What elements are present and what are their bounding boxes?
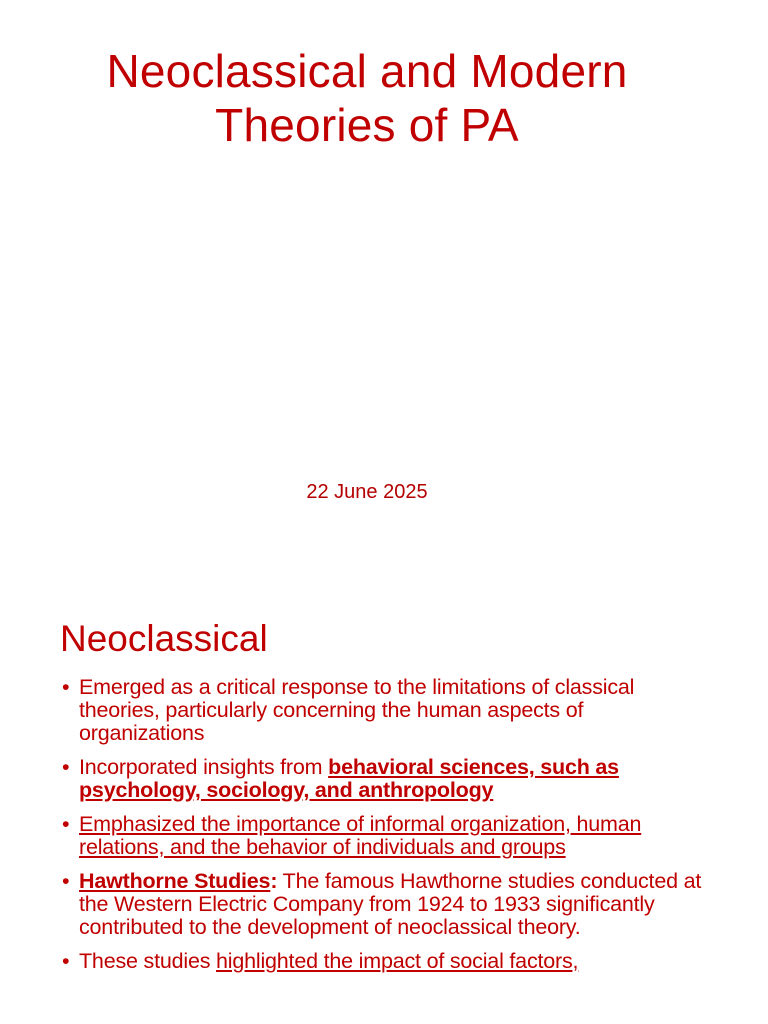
bullet-emphasis: Hawthorne Studies bbox=[79, 869, 271, 893]
bullet-text: The famous Hawthorne studies conducted at the Western Electric Company from 1924 to 1933 significantly contributed to the development of neoclassical theory. bbox=[79, 869, 702, 939]
bullet-item bbox=[62, 813, 712, 859]
section-title: Neoclassical bbox=[60, 618, 268, 659]
bullet-text: Emphasized the importance of informal organization, human relations, and the behavior of individuals and groups bbox=[79, 812, 642, 859]
bullet-list bbox=[62, 676, 712, 984]
bullet-item bbox=[62, 870, 712, 939]
bullet-item bbox=[62, 756, 712, 802]
bullet-text: Emerged as a critical response to the limitations of classical theories, particularly concerning the human aspects of organizations bbox=[79, 675, 635, 745]
bullet-emphasis: highlighted the impact of social factors, bbox=[216, 949, 579, 973]
title-line-2: Theories of PA bbox=[215, 99, 519, 151]
bullet-item bbox=[62, 676, 712, 745]
bullet-text: Incorporated insights from bbox=[79, 755, 329, 779]
bullet-colon: : bbox=[270, 869, 278, 893]
presentation-date: 22 June 2025 bbox=[306, 481, 428, 503]
bullet-item bbox=[62, 950, 712, 973]
content-slide bbox=[0, 596, 768, 1024]
presentation-title bbox=[0, 44, 734, 152]
bullet-text: These studies bbox=[79, 949, 217, 973]
title-line-1: Neoclassical and Modern bbox=[106, 45, 628, 97]
bullet-emphasis: behavioral sciences, such as psychology, sociology, and anthropology bbox=[79, 755, 619, 802]
